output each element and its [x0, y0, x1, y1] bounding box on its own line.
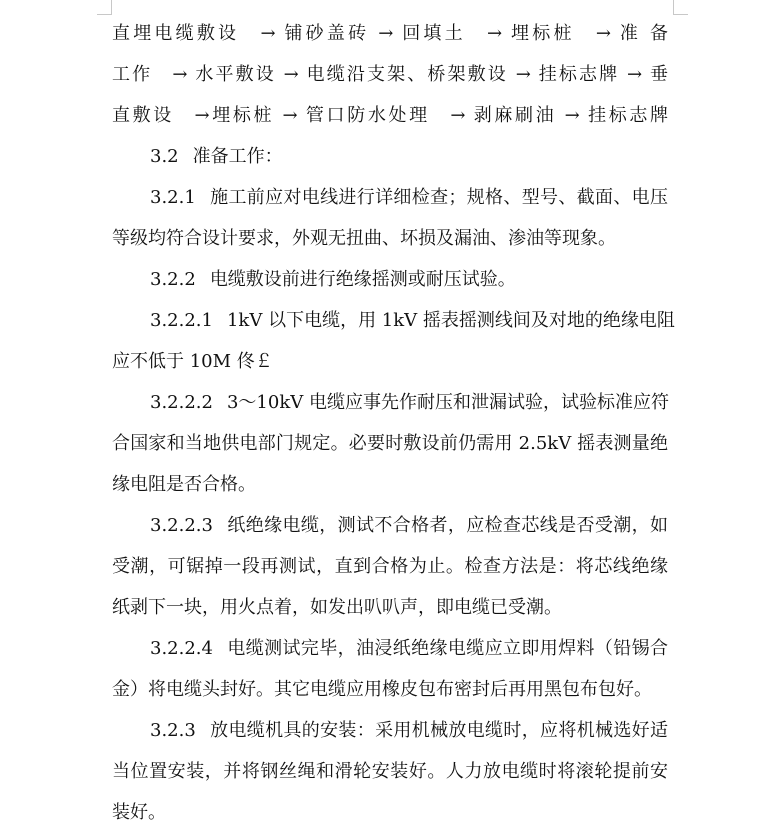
section-text: 施工前应对电线进行详细检查；规格、型号、截面、电压: [209, 187, 668, 208]
page-corner-mark-right: [673, 0, 688, 15]
paragraph-line: 应不低于 10M 佟￡: [112, 351, 273, 372]
paragraph-line: 当位置安装，并将钢丝绳和滑轮安装好。人力放电缆时将滚轮提前安: [112, 761, 668, 782]
section-number: 3.2.3: [150, 720, 196, 741]
flow-line: 直敷设 →埋标桩 → 管口防水处理 → 剥麻刷油 → 挂标志牌: [112, 105, 668, 126]
document-body: [112, 13, 675, 833]
section-text: 放电缆机具的安装：采用机械放电缆时，应将机械选好适: [209, 720, 668, 741]
page-corner-mark-left: [97, 0, 112, 15]
flow-line: 工作 → 水平敷设 → 电缆沿支架、桥架敷设 → 挂标志牌 → 垂: [112, 64, 668, 85]
section-text: 电缆敷设前进行绝缘摇测或耐压试验。: [209, 269, 516, 290]
section-number: 3.2.2: [150, 269, 196, 290]
section-number: 3.2.2.3: [150, 515, 213, 536]
paragraph-line: 等级均符合设计要求，外观无扭曲、坏损及漏油、渗油等现象。: [112, 228, 616, 249]
paragraph-line: [112, 505, 668, 546]
section-number: 3.2.1: [150, 187, 196, 208]
section-heading: [112, 136, 668, 177]
paragraph-line: [112, 259, 668, 300]
paragraph-line: 受潮，可锯掉一段再测试，直到合格为止。检查方法是：将芯线绝缘: [112, 556, 668, 577]
paragraph-line: 合国家和当地供电部门规定。必要时敷设前仍需用 2.5kV 摇表测量绝: [112, 433, 668, 454]
section-text: 3～10kV 电缆应事先作耐压和泄漏试验，试验标准应符: [226, 392, 669, 413]
section-text: 电缆测试完毕，油浸纸绝缘电缆应立即用焊料（铅锡合: [226, 638, 668, 659]
section-number: 3.2.2.4: [150, 638, 213, 659]
flow-line: 直埋电缆敷设 → 铺砂盖砖 → 回填土 → 埋标桩 → 准 备: [112, 23, 668, 44]
section-number: 3.2.2.2: [150, 392, 213, 413]
paragraph-line: [112, 300, 675, 341]
section-text: 纸绝缘电缆，测试不合格者，应检查芯线是否受潮，如: [226, 515, 668, 536]
section-text: 1kV 以下电缆，用 1kV 摇表摇测线间及对地的绝缘电阻: [226, 310, 675, 331]
paragraph-line: 金）将电缆头封好。其它电缆应用橡皮包布密封后再用黑包布包好。: [112, 679, 652, 700]
paragraph-line: [112, 177, 668, 218]
paragraph-line: [112, 628, 668, 669]
paragraph-line: 缘电阻是否合格。: [112, 474, 256, 495]
paragraph-line: [112, 382, 668, 423]
paragraph-line: 纸剥下一块，用火点着，如发出叭叭声，即电缆已受潮。: [112, 597, 562, 618]
paragraph-line: 装好。: [112, 802, 166, 823]
section-number: 3.2.2.1: [150, 310, 213, 331]
section-number: 3.2: [150, 146, 179, 167]
section-text: 准备工作：: [192, 146, 283, 167]
paragraph-line: [112, 710, 668, 751]
